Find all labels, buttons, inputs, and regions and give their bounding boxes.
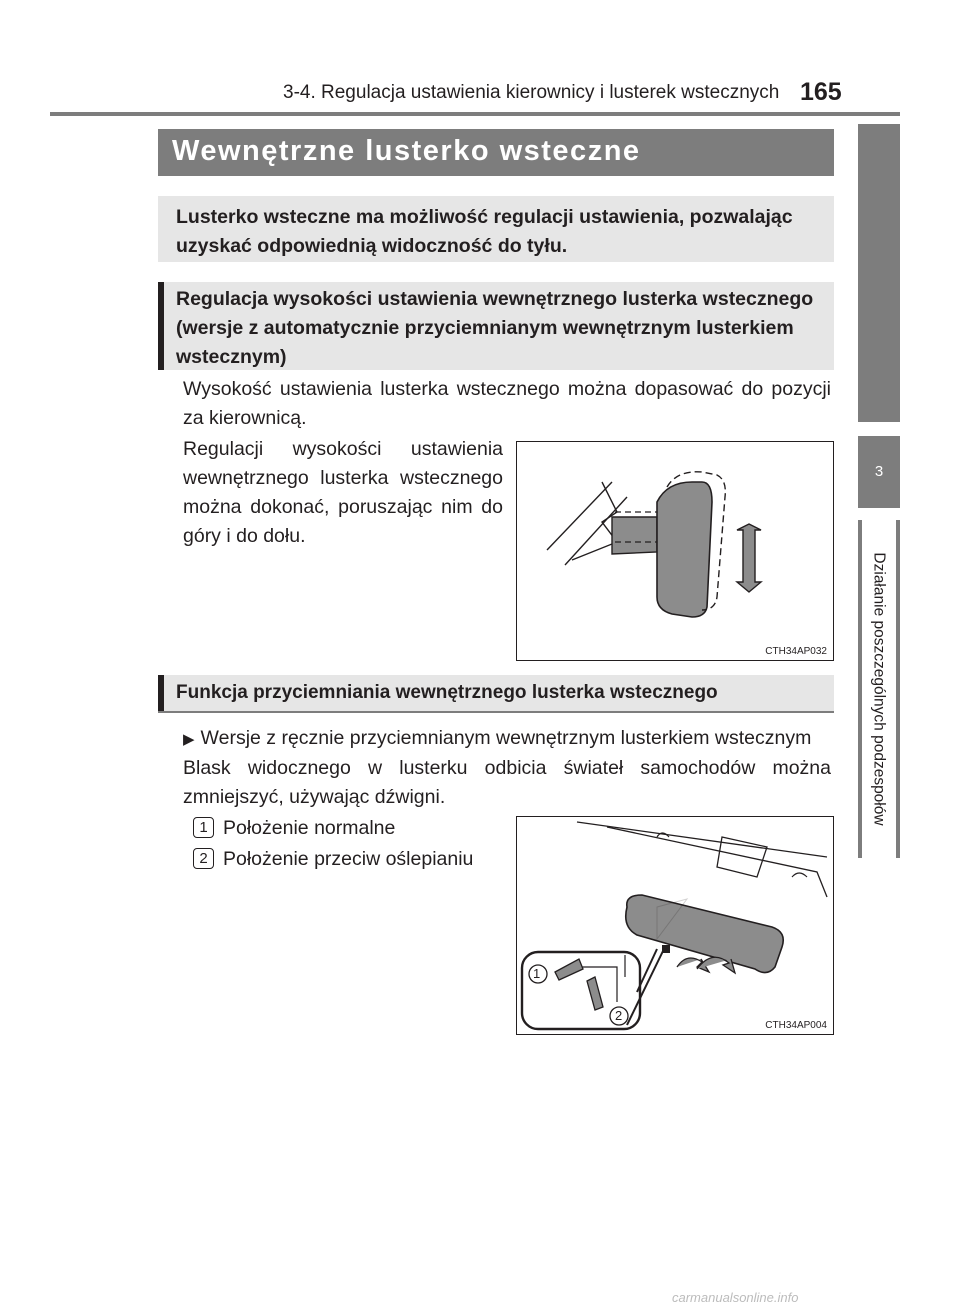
height-paragraph-2: Regulacji wysokości ustawienia wewnętrznego lusterka wstecznego można dokonać, poruszając nim do góry i do dołu.	[183, 438, 503, 547]
figure-code-2: CTH34AP004	[765, 1020, 827, 1031]
height-paragraph-1: Wysokość ustawienia lusterka wstecznego można dopasować do pozycji za kierownicą.	[183, 378, 831, 429]
header-rule	[50, 112, 900, 116]
intro-box	[158, 196, 834, 262]
list-item-label: Położenie normalne	[223, 817, 396, 839]
chapter-number-tab: 3	[858, 436, 900, 508]
height-adjust-heading: Regulacja wysokości ustawienia wewnętrznego lusterka wstecznego (wersje z automatycznie przyciemnianym wewnętrznym lusterkiem wstecznym)	[176, 288, 814, 368]
dimming-heading-box	[158, 675, 834, 713]
height-adjust-heading-box	[158, 282, 834, 370]
watermark: carmanualsonline.info	[672, 1290, 799, 1305]
page-number: 165	[800, 78, 842, 106]
number-badge: 1	[193, 817, 214, 838]
number-badge: 2	[193, 848, 214, 869]
section-title: Wewnętrzne lusterko wsteczne	[172, 135, 641, 167]
heading-marker	[158, 675, 164, 711]
figure-code-1: CTH34AP032	[765, 646, 827, 657]
figure-mirror-dimming	[516, 816, 834, 1035]
list-item	[193, 845, 473, 874]
running-header-text: 3-4. Regulacja ustawienia kierownicy i lusterek wstecznych	[283, 82, 780, 103]
triangle-bullet-icon: ▶	[183, 731, 195, 748]
heading-marker	[158, 282, 164, 370]
list-item	[193, 814, 395, 843]
callout-2: 2	[615, 1008, 623, 1023]
variant-line	[183, 724, 833, 754]
dimming-heading: Funkcja przyciemniania wewnętrznego lusterka wstecznego	[176, 682, 718, 703]
callout-1: 1	[533, 966, 541, 981]
section-title-bar	[158, 129, 834, 176]
figure-mirror-height	[516, 441, 834, 661]
side-tab-upper	[858, 124, 900, 422]
intro-text: Lusterko wsteczne ma możliwość regulacji ustawienia, pozwalając uzyskać odpowiednią widoczność do tyłu.	[176, 206, 793, 257]
chapter-title-vertical: Działanie poszczególnych podzespołów	[862, 520, 896, 858]
variant-text: Wersje z ręcznie przyciemnianym wewnętrznym lusterkiem wstecznym	[200, 727, 812, 749]
list-item-label: Położenie przeciw oślepianiu	[223, 848, 474, 870]
dimming-paragraph: Blask widocznego w lusterku odbicia świateł samochodów można zmniejszyć, używając dźwigni.	[183, 757, 831, 808]
